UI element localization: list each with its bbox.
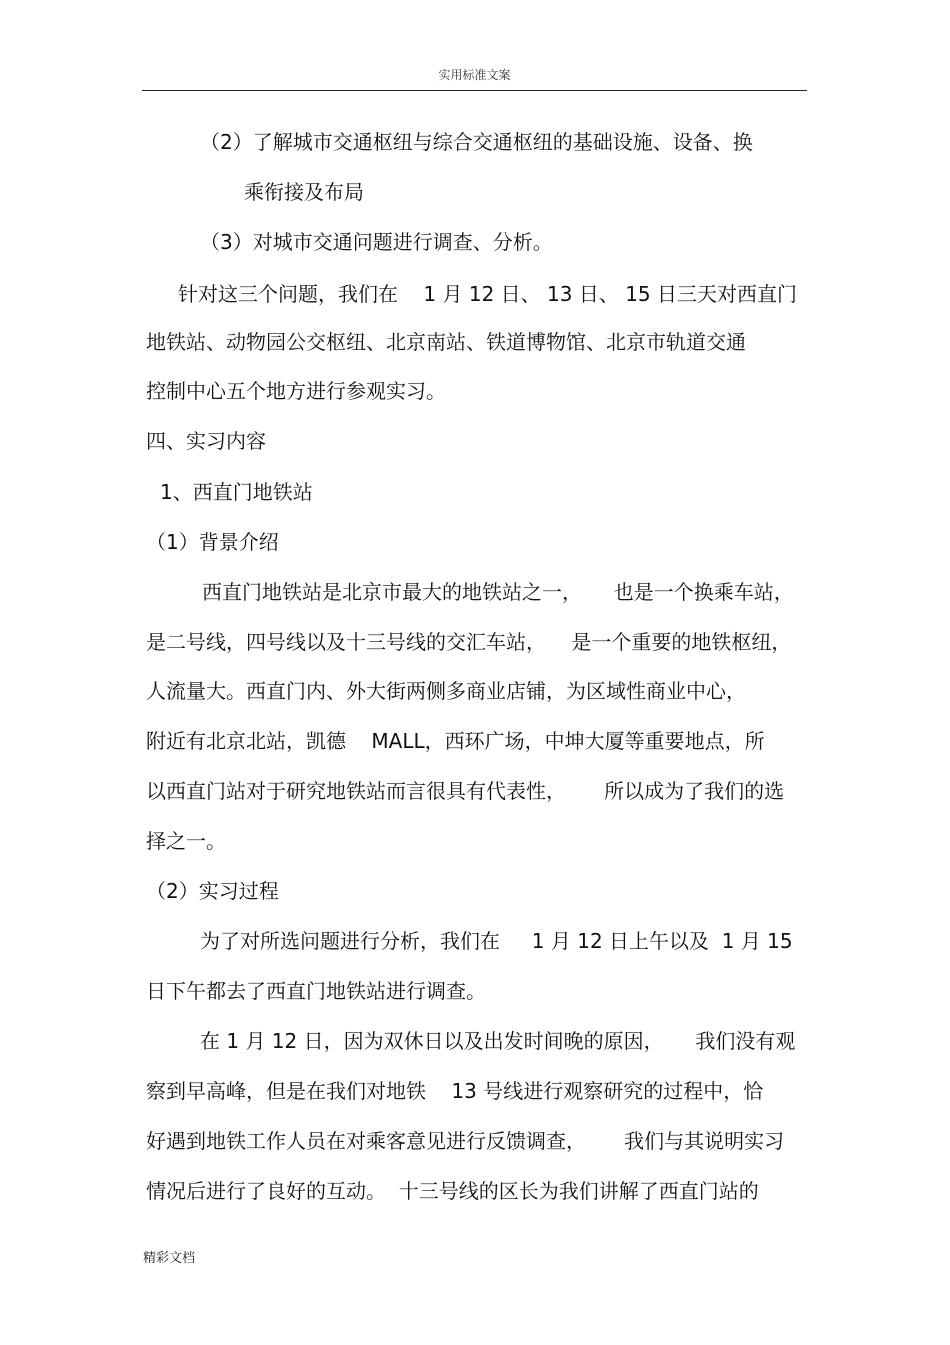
- text-line: 择之一。: [146, 829, 226, 853]
- text-line: （2）了解城市交通枢纽与综合交通枢纽的基础设施、设备、换: [200, 130, 753, 154]
- text-line: 针对这三个问题，我们在 1 月 12 日、 13 日、 15 日三天对西直门: [178, 282, 798, 306]
- text-line: 为了对所选问题进行分析，我们在 1 月 12 日上午以及 1 月 15: [200, 929, 793, 953]
- text-line: 地铁站、动物园公交枢纽、北京南站、铁道博物馆、北京市轨道交通: [146, 330, 746, 354]
- text-line: 以西直门站对于研究地铁站而言很具有代表性， 所以成为了我们的选: [146, 779, 785, 803]
- page-footer: 精彩文档: [143, 1251, 196, 1266]
- text-line: 西直门地铁站是北京市最大的地铁站之一， 也是一个换乘车站，: [202, 580, 794, 604]
- text-line: 是二号线，四号线以及十三号线的交汇车站， 是一个重要的地铁枢纽，: [146, 630, 792, 654]
- subsection-heading: （1）背景介绍: [146, 530, 279, 554]
- text-line: 附近有北京北站，凯德 MALL，西环广场，中坤大厦等重要地点，所: [146, 729, 765, 753]
- text-line: 好遇到地铁工作人员在对乘客意见进行反馈调查， 我们与其说明实习: [146, 1129, 785, 1153]
- text-line: 在 1 月 12 日，因为双休日以及出发时间晚的原因， 我们没有观: [200, 1029, 796, 1053]
- text-line: 情况后进行了良好的互动。 十三号线的区长为我们讲解了西直门站的: [146, 1179, 759, 1203]
- section-heading: 四、实习内容: [146, 429, 266, 453]
- text-line: 察到早高峰，但是在我们对地铁 13 号线进行观察研究的过程中，恰: [146, 1079, 764, 1103]
- subsection-heading: 1、西直门地铁站: [160, 480, 313, 504]
- text-line: 日下午都去了西直门地铁站进行调查。: [146, 979, 486, 1003]
- page-header: 实用标准文案: [438, 68, 511, 82]
- text-line: 乘衔接及布局: [244, 180, 364, 204]
- header-rule: [142, 90, 807, 91]
- text-line: （3）对城市交通问题进行调查、分析。: [200, 230, 553, 254]
- subsection-heading: （2）实习过程: [146, 879, 279, 903]
- text-line: 控制中心五个地方进行参观实习。: [146, 379, 446, 403]
- text-line: 人流量大。西直门内、外大街两侧多商业店铺，为区域性商业中心，: [146, 679, 746, 703]
